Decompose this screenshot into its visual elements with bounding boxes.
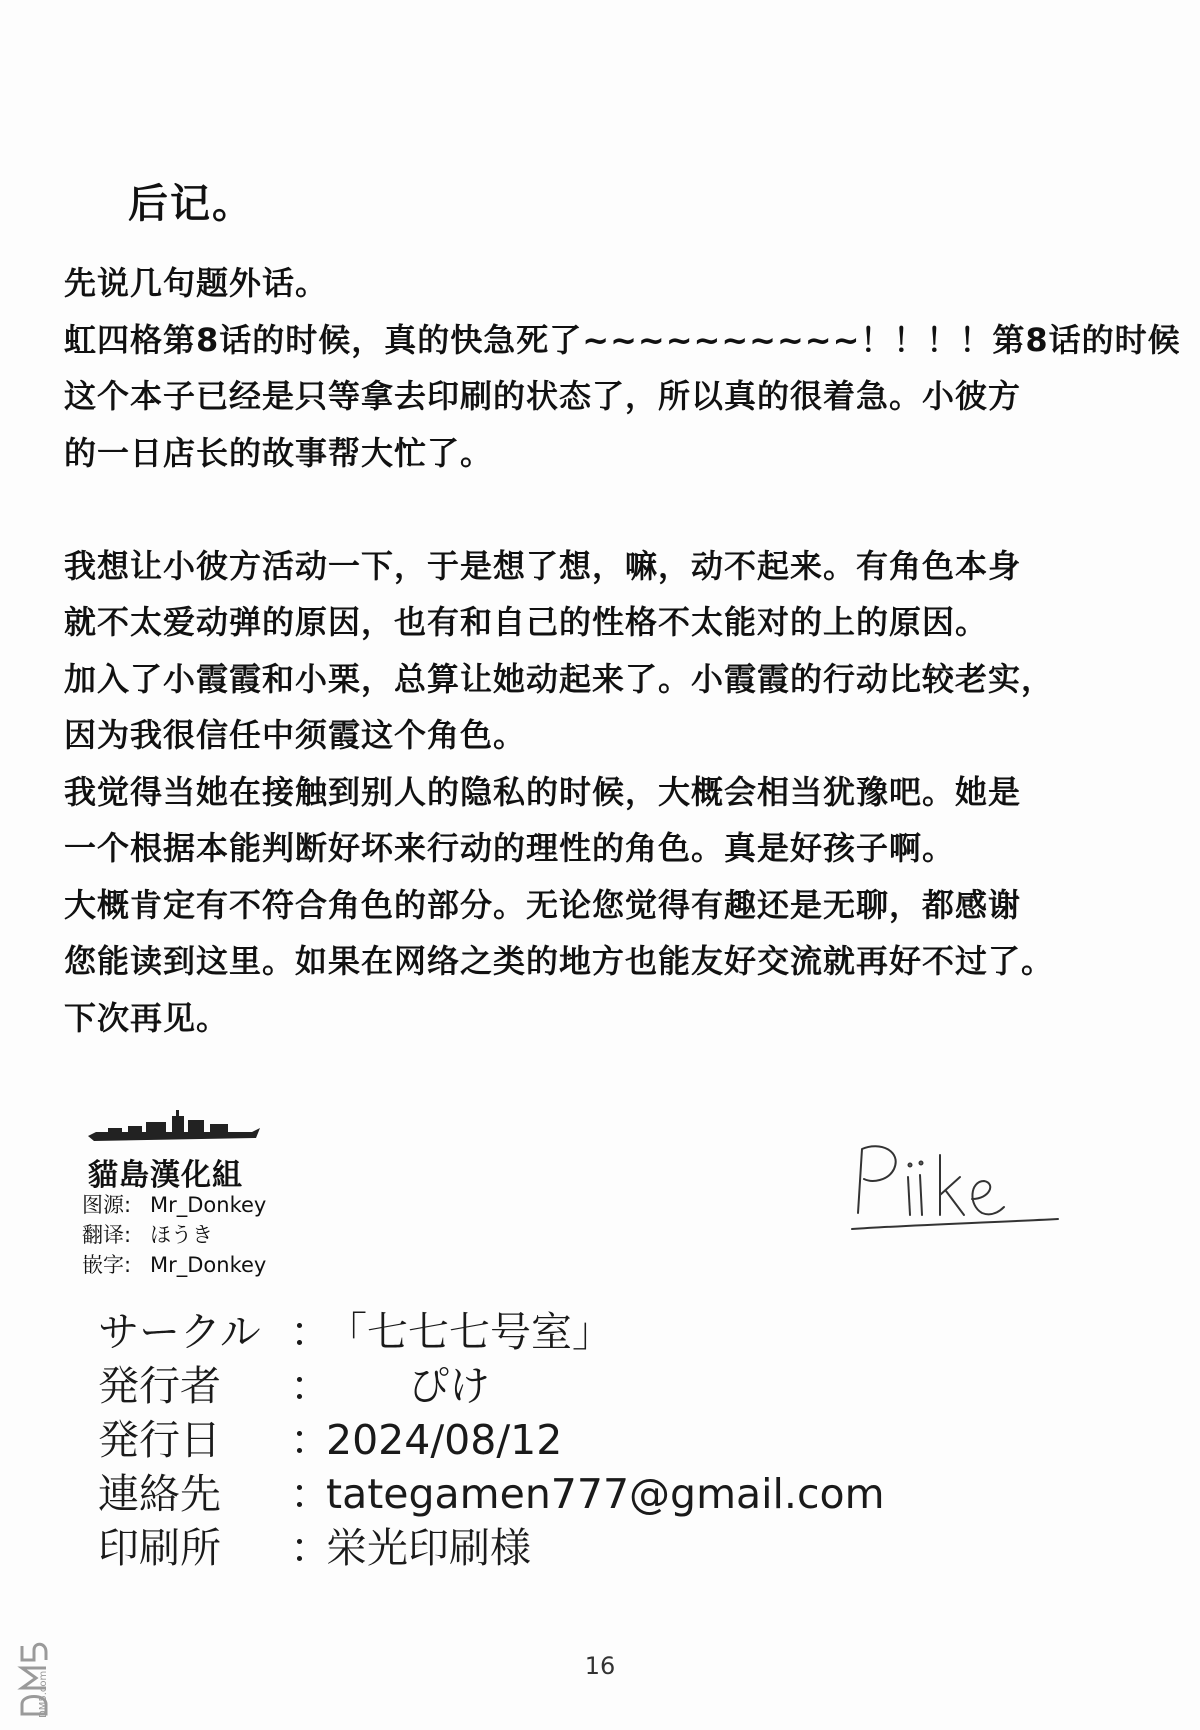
afterword-line: 一个根据本能判断好坏来行动的理性的角色。真是好孩子啊。 <box>64 829 956 867</box>
battleship-silhouette-icon <box>88 1110 260 1144</box>
afterword-line: 我觉得当她在接触到别人的隐私的时候，大概会相当犹豫吧。她是 <box>64 772 1022 811</box>
info-value: 「七七七号室」 <box>326 1308 613 1356</box>
info-row-publisher <box>98 1359 885 1413</box>
info-colon: ： <box>290 1362 331 1410</box>
info-value: 2024/08/12 <box>326 1416 563 1464</box>
credit-value: Mr_Donkey <box>150 1253 267 1277</box>
publication-info <box>98 1305 885 1575</box>
credit-row <box>82 1220 266 1250</box>
afterword-line: 先说几句题外话。 <box>64 264 329 302</box>
credit-row <box>82 1250 266 1280</box>
info-label: 印刷所 <box>98 1524 221 1572</box>
info-label: サークル <box>98 1308 261 1356</box>
dm5-watermark-logo <box>12 1570 56 1720</box>
info-row-printer <box>98 1521 885 1575</box>
page-number: 16 <box>584 1652 616 1680</box>
afterword-line: 您能读到这里。如果在网络之类的地方也能友好交流就再好不过了。 <box>64 942 1055 980</box>
credit-label: 图源: <box>82 1193 132 1217</box>
info-colon: ： <box>290 1416 331 1464</box>
paragraph-gap <box>64 481 1144 538</box>
afterword-line: 因为我很信任中须霞这个角色。 <box>64 716 527 754</box>
afterword-line: 我想让小彼方活动一下，于是想了想，嘛，动不起来。有角色本身 <box>64 546 1022 585</box>
info-value: ぴけ <box>326 1362 490 1410</box>
credit-value: ほうき <box>150 1223 213 1247</box>
afterword-title: 后记。 <box>128 181 254 227</box>
info-label: 発行者 <box>98 1362 221 1410</box>
afterword-line: 加入了小霞霞和小栗，总算让她动起来了。小霞霞的行动比较老实， <box>64 659 1055 698</box>
afterword-line: 就不太爱动弹的原因，也有和自己的性格不太能对的上的原因。 <box>64 603 989 641</box>
afterword-line: 下次再见。 <box>64 998 230 1037</box>
info-label: 連絡先 <box>98 1470 221 1518</box>
afterword-line: 虹四格第8话的时候，真的快急死了~~~~~~~~~~！！！！第8话的时候 <box>64 320 1181 359</box>
credit-label: 翻译: <box>82 1223 132 1247</box>
info-value: tategamen777@gmail.com <box>326 1470 885 1518</box>
afterword-line: 大概肯定有不符合角色的部分。无论您觉得有趣还是无聊，都感谢 <box>64 885 1022 924</box>
afterword-line: 这个本子已经是只等拿去印刷的状态了，所以真的很着急。小彼方 <box>64 377 1022 415</box>
info-colon: ： <box>290 1308 331 1356</box>
credit-label: 嵌字: <box>82 1253 132 1277</box>
info-value: 栄光印刷様 <box>326 1524 531 1572</box>
handwritten-signature <box>850 1135 1060 1235</box>
translation-group-name: 貓島漢化組 <box>88 1158 243 1193</box>
info-colon: ： <box>290 1524 331 1572</box>
info-row-date <box>98 1413 885 1467</box>
info-colon: ： <box>290 1470 331 1518</box>
watermark-text: DM5.com <box>38 1670 49 1718</box>
afterword-line: 的一日店长的故事帮大忙了。 <box>64 433 494 472</box>
translation-credits <box>82 1190 266 1280</box>
afterword-body <box>64 255 1181 1046</box>
credit-row <box>82 1190 266 1220</box>
info-row-contact <box>98 1467 885 1521</box>
info-label: 発行日 <box>98 1416 221 1464</box>
credit-value: Mr_Donkey <box>150 1193 267 1217</box>
info-row-circle <box>98 1305 885 1359</box>
